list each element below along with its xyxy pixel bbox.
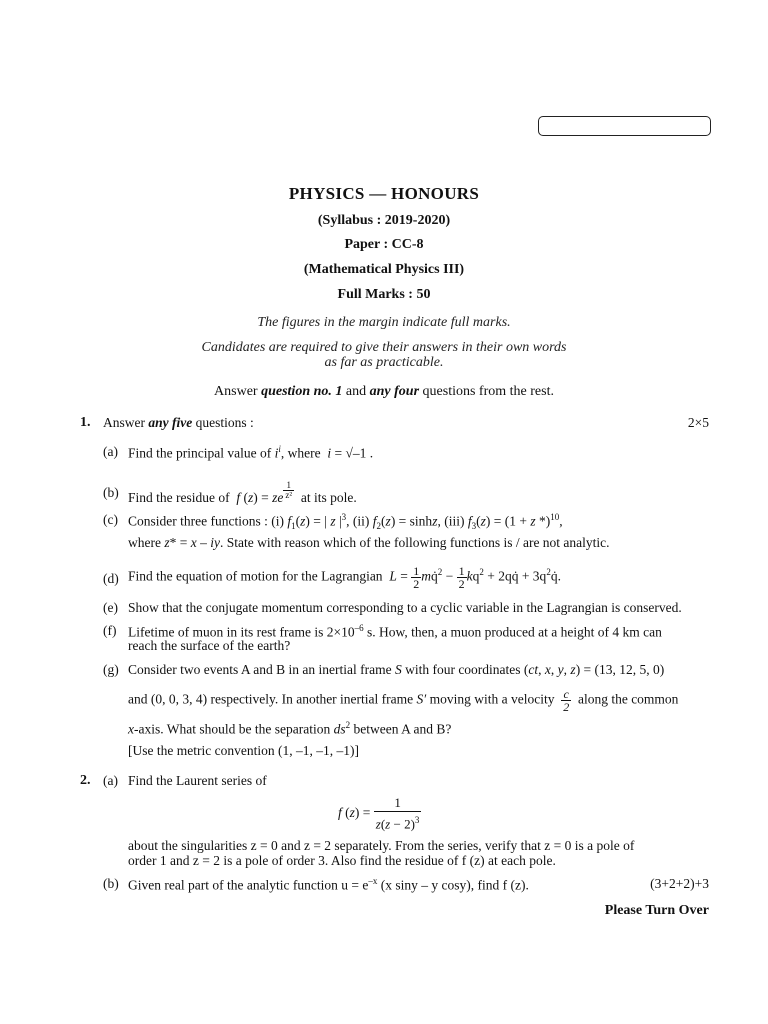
q2-a-text-2: about the singularities z = 0 and z = 2 separately. From the series, verify that z = 0 is a pole of [128, 838, 635, 853]
q1-a-text: Find the principal value of $i^i$, where i = √–1 . [128, 444, 374, 461]
q1-g-metric: [Use the metric convention (1, –1, –1, –1)] [128, 743, 359, 758]
please-turn-over: Please Turn Over [604, 903, 709, 918]
q1-f-label: (f) [103, 623, 117, 638]
exam-title: PHYSICS — HONOURS [288, 184, 480, 203]
q1-e-text: Show that the conjugate momentum corresponding to a cyclic variable in the Lagrangian is conserved. [128, 600, 682, 615]
q1-f-text-2: reach the surface of the earth? [128, 638, 291, 653]
laurent-function: f (z) = $\frac{1}{z(z - 2)^3}$ [338, 795, 420, 832]
q2-a-text-3: order 1 and z = 2 is a pole of order 3. Also find the residue of f (z) at each pole. [128, 853, 556, 868]
q1-a-label: (a) [103, 444, 118, 459]
question-2-marks: (3+2+2)+3 [650, 876, 709, 891]
q1-c-text-1: Consider three functions : (i) $f_1(z)$ = | z $|^3$, (ii) $f_2(z) = \sinh z$, (iii) $f_3(z) = (1 + z$ *)$^{10}$, [128, 512, 563, 532]
q1-c-text-2: where z* = x – iy. State with reason which of the following functions is / are not analytic. [128, 535, 610, 550]
answer-instruction: Answer question no. 1 and any four questions from the rest. [214, 384, 554, 399]
candidates-note-1: Candidates are required to give their answers in their own words [201, 340, 567, 355]
paper-code: Paper : CC-8 [344, 237, 424, 252]
question-2-number: 2. [80, 773, 91, 788]
roll-number-box[interactable] [538, 116, 711, 136]
q2-b-text: Given real part of the analytic function $u = e^{-x}$ (x siny – y cosy), find f (z). [128, 876, 529, 893]
q1-d-label: (d) [103, 571, 119, 586]
q2-a-text-1: Find the Laurent series of [128, 773, 267, 788]
question-1-number: 1. [80, 415, 91, 430]
candidates-note-2: as far as practicable. [324, 355, 444, 370]
full-marks: Full Marks : 50 [337, 287, 431, 302]
q1-b-label: (b) [103, 485, 119, 500]
q1-g-text-3: x-axis. What should be the separation $ds^2$ between A and B? [128, 720, 452, 737]
q1-d-text: Find the equation of motion for the Lagrangian L = $\frac{1}{2}$ mq̇$^2$ − $\frac{1}{2}$ $kq^2$ + 2qq̇ + $3q^2q̇$. [128, 564, 561, 591]
syllabus: (Syllabus : 2019-2020) [317, 213, 451, 228]
q1-b-text: Find the residue of f (z) = ze $^{\frac{1}{\text{z²}}}$ at its pole. [128, 480, 357, 506]
q1-e-label: (e) [103, 600, 118, 615]
q1-c-label: (c) [103, 512, 118, 527]
q2-b-label: (b) [103, 876, 119, 891]
question-1-prompt: Answer any five questions : [103, 415, 254, 430]
margin-note: The figures in the margin indicate full marks. [257, 315, 511, 330]
question-1-marks: 2×5 [687, 415, 709, 430]
q2-a-label: (a) [103, 773, 118, 788]
subject-name: (Mathematical Physics III) [303, 262, 465, 277]
q1-g-text-2: and (0, 0, 3, 4) respectively. In another inertial frame S′ moving with a velocity $\frac{c}{2}$ along the common [128, 687, 679, 714]
q1-f-text-1: Lifetime of muon in its rest frame is $2\times 10^{-6}$ s. How, then, a muon produced at a height of 4 km can [128, 623, 662, 640]
q1-g-text-1: Consider two events A and B in an inertial frame S with four coordinates (ct, x, y, z) = (13, 12, 5, 0) [128, 662, 665, 677]
q1-g-label: (g) [103, 662, 119, 677]
